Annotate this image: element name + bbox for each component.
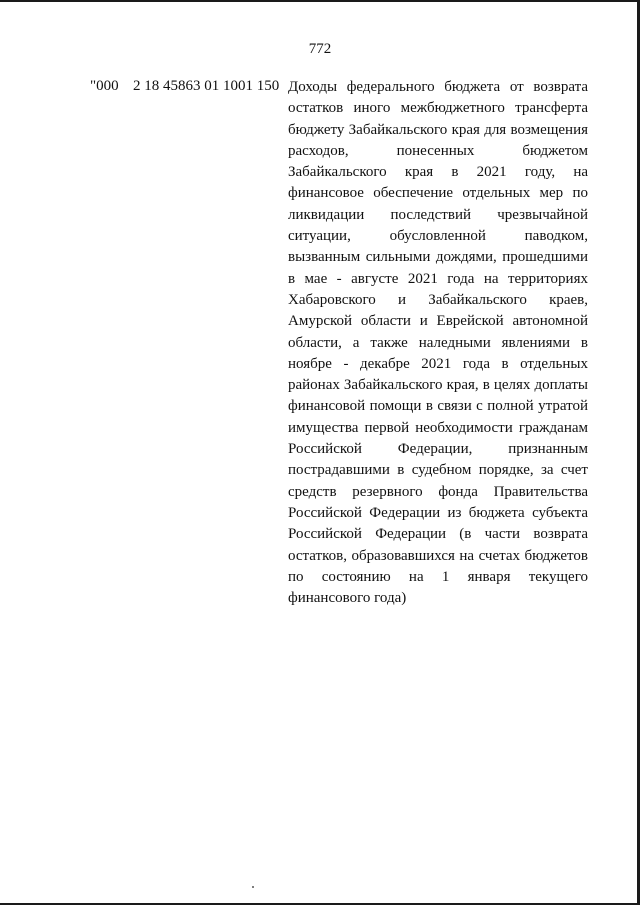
income-description: Доходы федерального бюджета от возврата остатков иного межбюджетного трансферта бюджету Забайкальского края для возмещения расходов, понесенных бюджетом Забайкальского края в 2021 году, на финансовое обеспечение отдельных мер по ликвидации последствий чрезвычайной ситуации, обусловленной паводком, вызванным сильными дождями, прошедшими в мае - августе 2021 года на территориях Хабаровского и Забайкальского краев, Амурской области и Еврейской автономной области, а также наледными явлениями в ноябре - декабре 2021 года в отдельных районах Забайкальского края, в целях доплаты финансовой помощи в связи с полной утратой имущества первой необходимости гражданам Российской Федерации, признанным пострадавшими в судебном порядке, за счет средств резервного фонда Правительства Российской Федерации из бюджета субъекта Российской Федерации (в части возврата остатков, образовавшихся на счетах бюджетов по состоянию на 1 января текущего финансового года) bbox=[288, 79, 588, 607]
page-number: 772 bbox=[308, 41, 332, 57]
budget-classification-code: 2 18 45863 01 1001 150 bbox=[133, 78, 280, 94]
scan-speck bbox=[252, 886, 254, 888]
scan-edge-top bbox=[0, 0, 640, 2]
administrator-code: "000 bbox=[90, 78, 119, 94]
